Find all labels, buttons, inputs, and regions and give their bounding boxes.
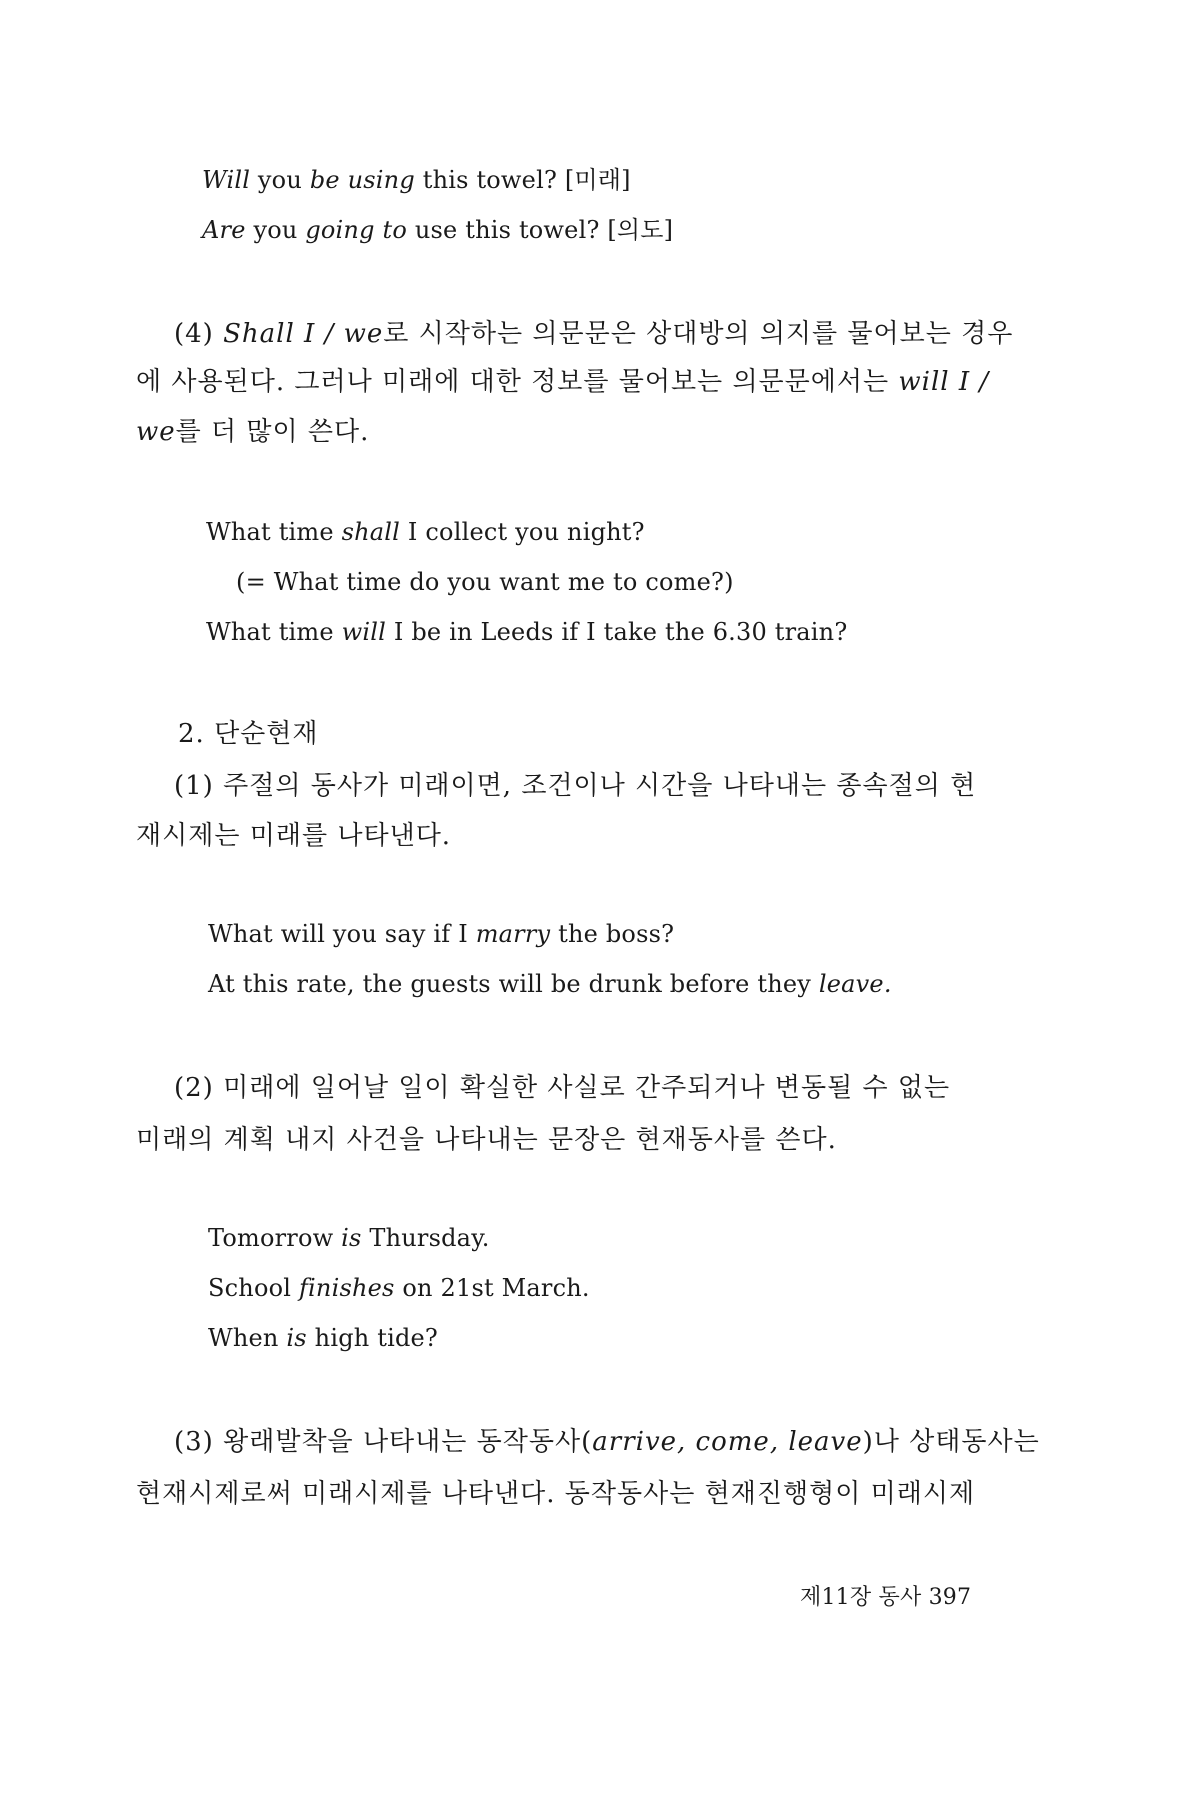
italic-text: Are bbox=[202, 216, 246, 244]
paragraph-line: 에 사용된다. 그러나 미래에 대한 정보를 물어보는 의문문에서는 will I / bbox=[136, 367, 990, 397]
example-line: What time will I be in Leeds if I take the 6.30 train? bbox=[206, 618, 848, 646]
italic-text: Shall I / we bbox=[223, 319, 384, 349]
italic-text: will I / bbox=[898, 367, 990, 397]
example-line: At this rate, the guests will be drunk before they leave. bbox=[208, 970, 892, 998]
example-line: Will you be using this towel? [미래] bbox=[202, 166, 631, 194]
italic-text: will bbox=[341, 618, 386, 646]
italic-text: be using bbox=[309, 166, 415, 194]
italic-text: shall bbox=[341, 518, 401, 546]
italic-text: leave. bbox=[818, 970, 892, 998]
example-line: (= What time do you want me to come?) bbox=[236, 568, 734, 596]
italic-text: is bbox=[341, 1224, 362, 1252]
section-heading: 2. 단순현재 bbox=[178, 719, 319, 749]
paragraph-line: 미래의 계획 내지 사건을 나타내는 문장은 현재동사를 쓴다. bbox=[136, 1125, 837, 1155]
example-line: What will you say if I marry the boss? bbox=[208, 920, 675, 948]
italic-text: we bbox=[136, 417, 176, 447]
italic-text: marry bbox=[475, 920, 551, 948]
italic-text: finishes bbox=[298, 1274, 395, 1302]
paragraph-line: 재시제는 미래를 나타낸다. bbox=[136, 821, 452, 851]
paragraph-line: 현재시제로써 미래시제를 나타낸다. 동작동사는 현재진행형이 미래시제 bbox=[136, 1479, 976, 1509]
chapter-label: 제11장 동사 bbox=[800, 1585, 922, 1610]
page-number: 397 bbox=[928, 1585, 972, 1610]
italic-text: is bbox=[286, 1324, 307, 1352]
example-line: When is high tide? bbox=[208, 1324, 438, 1352]
example-line: School finishes on 21st March. bbox=[208, 1274, 590, 1302]
paragraph-line: (2) 미래에 일어날 일이 확실한 사실로 간주되거나 변동될 수 없는 bbox=[174, 1073, 951, 1103]
italic-text: going to bbox=[305, 216, 407, 244]
page-footer bbox=[800, 1582, 971, 1614]
paragraph-line: (1) 주절의 동사가 미래이면, 조건이나 시간을 나타내는 종속절의 현 bbox=[174, 771, 977, 801]
example-line: Tomorrow is Thursday. bbox=[208, 1224, 490, 1252]
paragraph-line: (4) Shall I / we로 시작하는 의문문은 상대방의 의지를 물어보는 경우 bbox=[174, 319, 1014, 349]
paragraph-line: we를 더 많이 쓴다. bbox=[136, 417, 370, 447]
example-line: What time shall I collect you night? bbox=[206, 518, 645, 546]
italic-text: Will bbox=[202, 166, 251, 194]
italic-text: arrive, come, leave bbox=[592, 1427, 863, 1457]
paragraph-line: (3) 왕래발착을 나타내는 동작동사(arrive, come, leave)나 상태동사는 bbox=[174, 1427, 1040, 1457]
example-line: Are you going to use this towel? [의도] bbox=[202, 216, 674, 244]
